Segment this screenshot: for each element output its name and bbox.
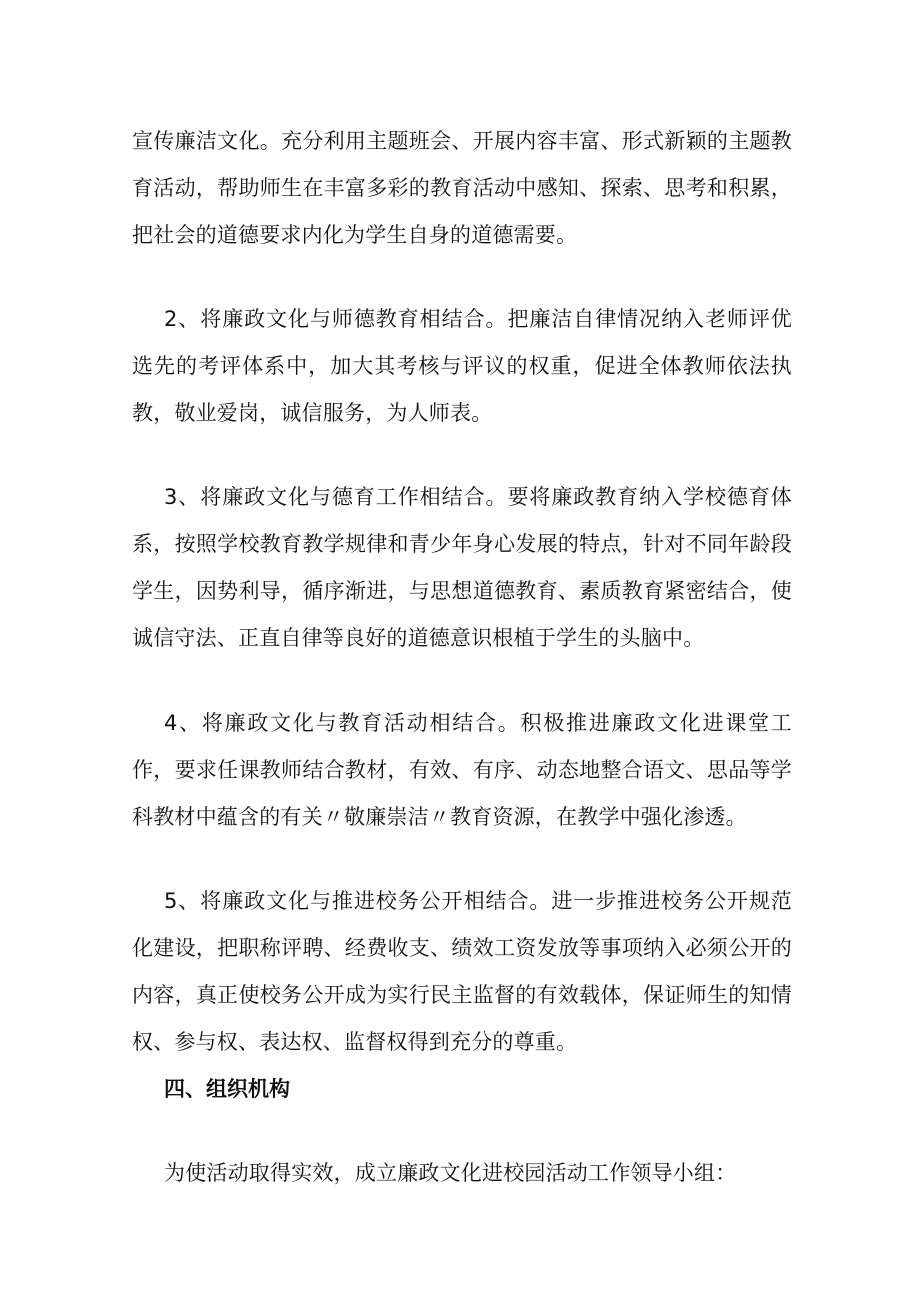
paragraph-closing: 为使活动取得实效，成立廉政文化进校园活动工作领导小组： bbox=[164, 1161, 737, 1185]
paragraph-continuation: 宣传廉洁文化。充分利用主题班会、开展内容丰富、形式新颖的主题教育活动，帮助师生在丰富多彩的教育活动中感知、探索、思考和积累，把社会的道德要求内化为学生自身的道德需要。 bbox=[132, 129, 792, 247]
paragraph-item-3: 3、将廉政文化与德育工作相结合。要将廉政教育纳入学校德育体系，按照学校教育教学规律和青少年身心发展的特点，针对不同年龄段学生，因势利导，循序渐进，与思想道德教育、素质教育紧密结合，使诚信守法、正直自律等良好的道德意识根植于学生的头脑中。 bbox=[132, 485, 792, 650]
paragraph-item-5: 5、将廉政文化与推进校务公开相结合。进一步推进校务公开规范化建设，把职称评聘、经费收支、绩效工资发放等事项纳入必须公开的内容，真正使校务公开成为实行民主监督的有效载体，保证师生的知情权、参与权、表达权、监督权得到充分的尊重。 bbox=[132, 889, 792, 1054]
section-heading: 四、组织机构 bbox=[164, 1077, 290, 1101]
paragraph-item-4: 4、将廉政文化与教育活动相结合。积极推进廉政文化进课堂工作，要求任课教师结合教材，有效、有序、动态地整合语文、思品等学科教材中蕴含的有关〃敬廉崇洁〃教育资源，在教学中强化渗透。 bbox=[132, 711, 792, 829]
paragraph-item-2: 2、将廉政文化与师德教育相结合。把廉洁自律情况纳入老师评优选先的考评体系中，加大其考核与评议的权重，促进全体教师依法执教，敬业爱岗，诚信服务，为人师表。 bbox=[132, 307, 792, 425]
